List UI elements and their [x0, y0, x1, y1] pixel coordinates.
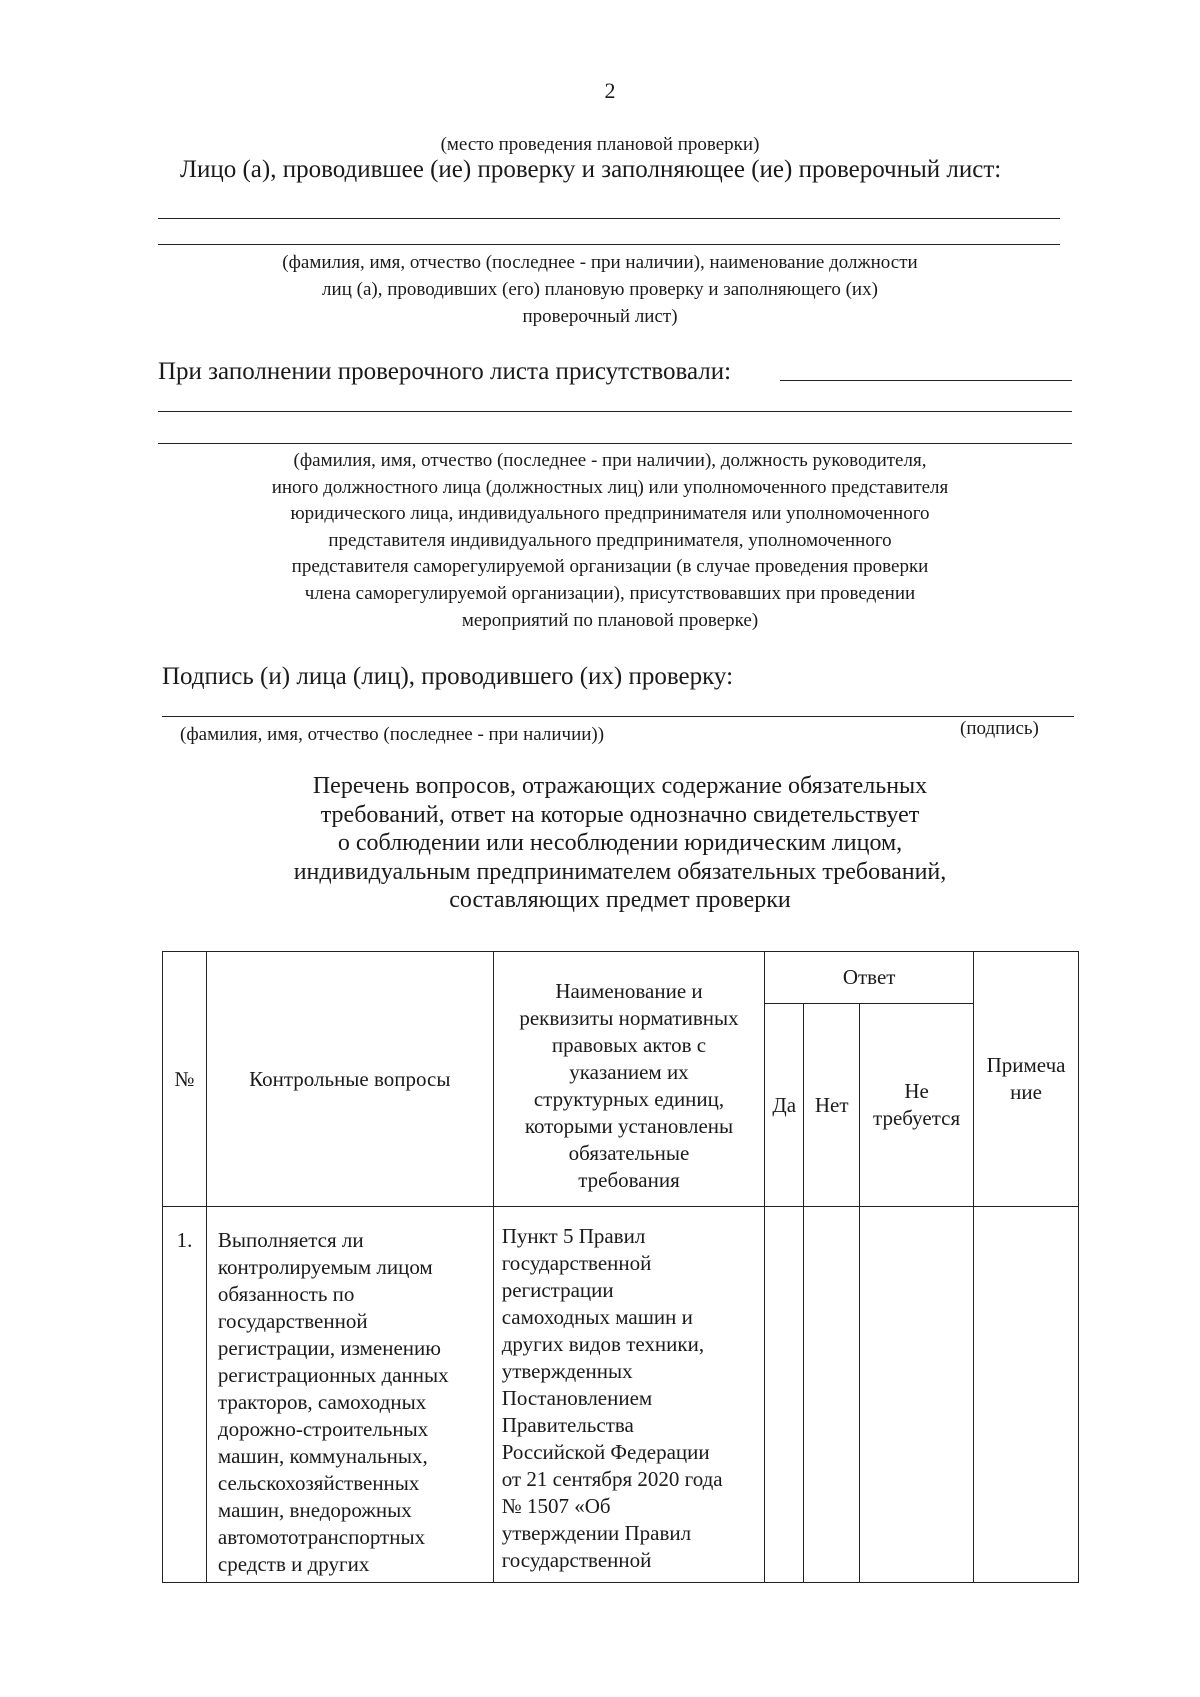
inspector-line-1 [158, 218, 1060, 219]
present-caption: (фамилия, имя, отчество (последнее - при наличии), должность руководителя, иного должностного лица (должностных лиц) или уполномоченного представителя юридического лица, индивидуального предпринимателя или уполномоченного представителя индивидуального предпринимателя, уполномоченного представителя саморегулируемой организации (в случае проведения проверки члена саморегулируемой организации), присутствовавших при проведении мероприятий по плановой проверке) [271, 450, 949, 631]
inspector-line-2 [158, 244, 1060, 245]
header-yes: Да [765, 1004, 804, 1207]
signature-line [162, 716, 1074, 717]
header-no: Нет [804, 1004, 860, 1207]
header-note: Примеча ние [974, 952, 1079, 1207]
place-caption: (место проведения плановой проверки) [440, 134, 760, 155]
row-question: Выполняется ли контролируемым лицом обязанность по государственной регистрации, изменению регистрационных данных тракторов, самоходных дорожно-строительных машин, коммунальных, сельскохозяйственных машин, внедорожных автомототранспортных средств и других [206, 1207, 493, 1583]
list-title: Перечень вопросов, отражающих содержание обязательных требований, ответ на которые однозначно свидетельствует о соблюдении или несоблюдении юридическим лицом, индивидуальным предпринимателем обязательных требований, составляющих предмет проверки [293, 773, 947, 913]
row-not-required [860, 1207, 974, 1583]
inspector-caption: (фамилия, имя, отчество (последнее - при наличии), наименование должности лиц (а), проводивших (его) плановую проверку и заполняющего (их) проверочный лист) [282, 252, 918, 327]
row-note [974, 1207, 1079, 1583]
header-answer: Ответ [765, 952, 974, 1004]
signature-heading: Подпись (и) лица (лиц), проводившего (их) проверку: [162, 663, 734, 690]
header-acts: Наименование и реквизиты нормативных правовых актов с указанием их структурных единиц, которыми установлены обязательные требования [493, 952, 765, 1207]
signature-sign-caption: (подпись) [960, 718, 1039, 739]
row-yes [765, 1207, 804, 1583]
table-header-row-1 [163, 952, 1079, 1004]
row-no [804, 1207, 860, 1583]
signature-name-caption: (фамилия, имя, отчество (последнее - при наличии)) [180, 724, 605, 745]
present-line-2 [158, 411, 1072, 412]
row-act: Пункт 5 Правил государственной регистрации самоходных машин и других видов техники, утвержденных Постановлением Правительства Российской Федерации от 21 сентября 2020 года № 1507 «Об утверждении Правил государственной [493, 1207, 765, 1583]
header-questions: Контрольные вопросы [206, 952, 493, 1207]
header-not-required: Не требуется [860, 1004, 974, 1207]
table-row [163, 1207, 1079, 1583]
present-line-3 [158, 443, 1072, 444]
row-number: 1. [163, 1207, 207, 1583]
present-label: При заполнении проверочного листа присутствовали: [158, 358, 732, 385]
present-line-1 [780, 380, 1072, 381]
header-number: № [163, 952, 207, 1207]
page-number: 2 [604, 78, 616, 103]
checklist-table [162, 951, 1079, 1583]
inspector-heading: Лицо (а), проводившее (ие) проверку и заполняющее (ие) проверочный лист: [180, 156, 1002, 183]
